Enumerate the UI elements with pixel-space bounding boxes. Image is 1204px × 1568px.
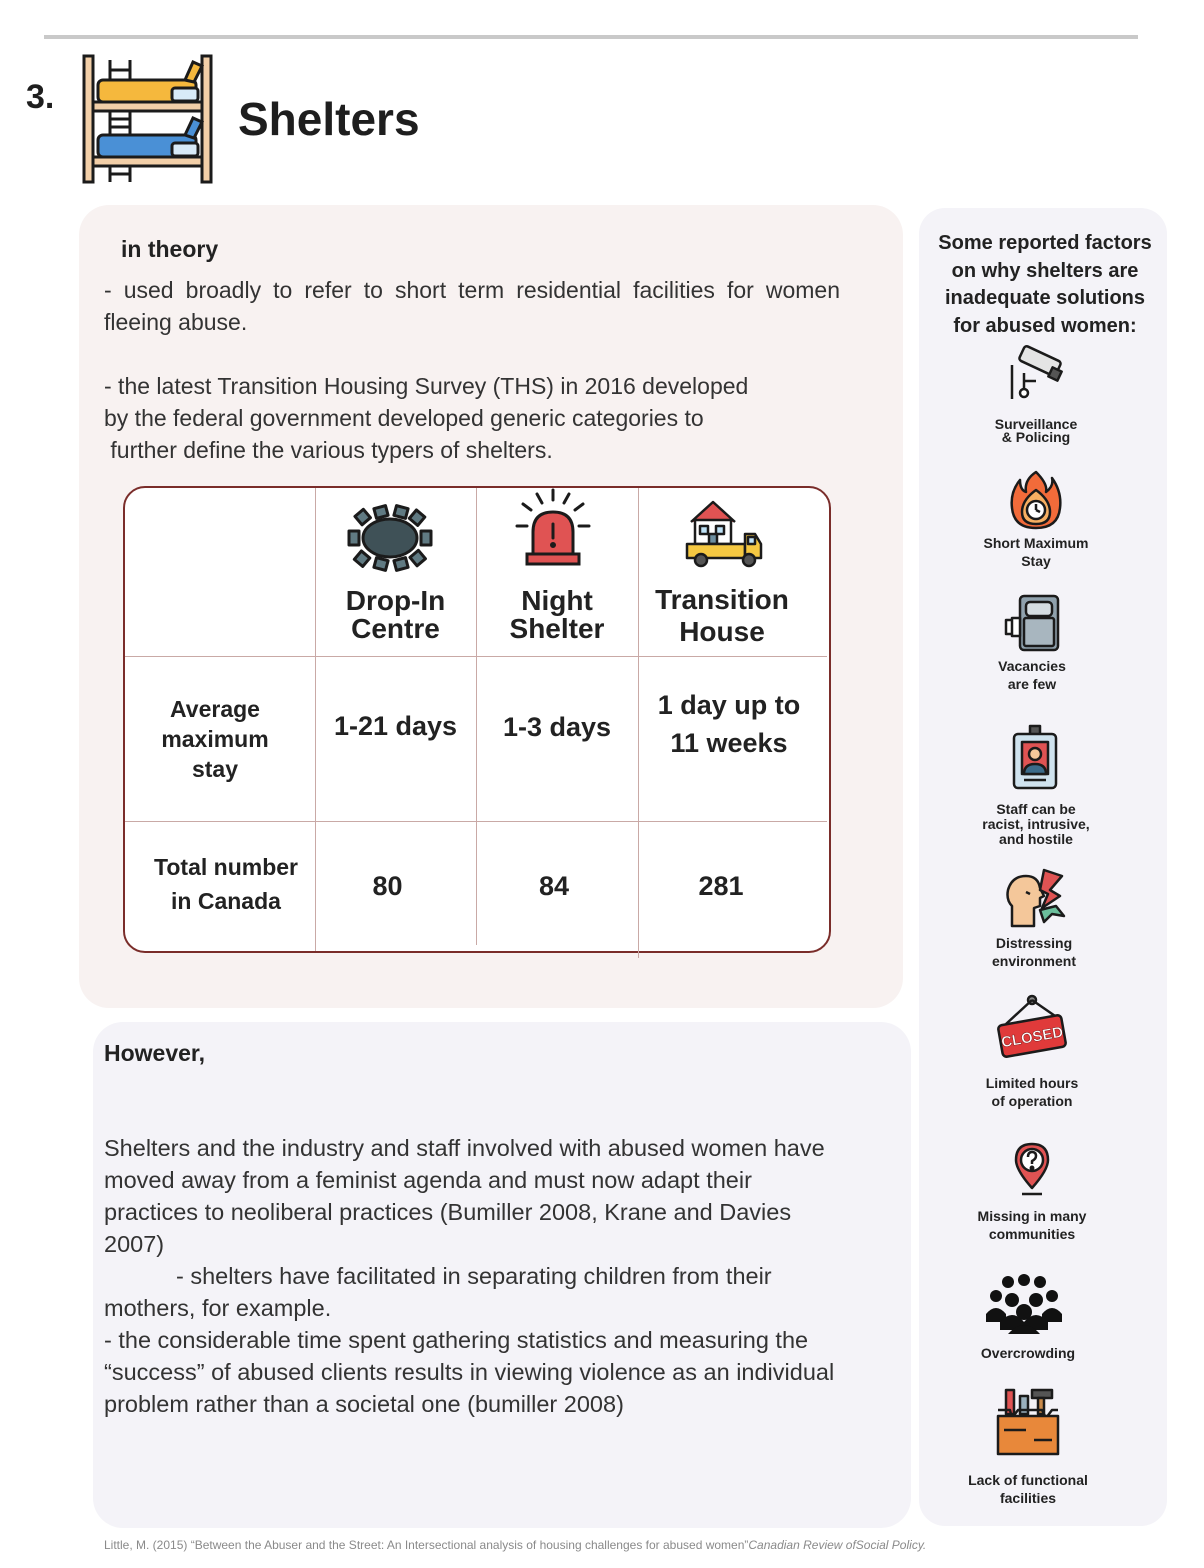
theory-paragraph-definition: - used broadly to refer to short term residential facilities for women fleeing abuse.	[104, 277, 840, 335]
alarm-siren-icon	[513, 488, 593, 570]
theory-paragraph-survey	[104, 370, 840, 466]
distressed-head-icon	[1004, 866, 1066, 928]
total-transition-house: 281	[698, 871, 744, 901]
however-paragraph-statistics: - the considerable time spent gathering statistics and measuring the “success” of abused clients results in viewing violence as an individual problem rather than a societal one (bumiller 2008)	[104, 1327, 835, 1417]
closed-sign-icon	[996, 994, 1068, 1066]
factor-missing-label: Missing in many communities	[977, 1208, 1087, 1242]
section-number: 3.	[26, 78, 55, 116]
burning-clock-icon	[1010, 470, 1062, 530]
factor-distressing-label: Distressing environment	[991, 935, 1076, 969]
column-header-night-shelter: Night Shelter	[509, 585, 605, 644]
total-night-shelter: 84	[538, 871, 570, 901]
factor-limited-hours-label: Limited hours of operation	[985, 1075, 1079, 1109]
total-drop-in-centre: 80	[372, 871, 403, 901]
page-title: Shelters	[238, 93, 420, 145]
citation-journal: Canadian Review ofSocial Policy.	[748, 1538, 927, 1552]
however-heading: However,	[104, 1040, 205, 1066]
toolbox-icon	[994, 1386, 1062, 1458]
citation-text: Little, M. (2015) “Between the Abuser and the Street: An Intersectional analysis of housing challenges for abused women”	[104, 1538, 749, 1552]
top-divider	[44, 35, 1138, 39]
bed-icon	[1004, 592, 1062, 654]
security-camera-icon	[1008, 345, 1064, 403]
theory-heading: in theory	[121, 236, 219, 262]
house-on-truck-icon	[683, 496, 763, 572]
factor-overcrowding-label: Overcrowding	[980, 1345, 1076, 1361]
citation	[104, 1538, 926, 1552]
column-header-transition-house: Transition House	[655, 584, 789, 647]
survey-line: - the latest Transition Housing Survey (THS) in 2016 developed	[104, 373, 749, 399]
stay-night-shelter: 1-3 days	[502, 712, 612, 742]
stay-drop-in-centre: 1-21 days	[333, 711, 458, 741]
however-paragraph-children: - shelters have facilitated in separating children from their mothers, for example.	[104, 1263, 772, 1321]
sidebar-heading: Some reported factors on why shelters are inadequate solutions for abused women:	[938, 232, 1152, 337]
however-paragraph-neoliberal: Shelters and the industry and staff involved with abused women have moved away from a feminist agenda and must now adapt their practices to neoliberal practices (Bumiller 2008, Krane and Davies 2007)	[104, 1135, 825, 1257]
factor-surveillance-label: Surveillance & Policing	[994, 416, 1078, 445]
row-header-average-maximum-stay: Average maximum stay	[161, 695, 269, 782]
stay-transition-house: 1 day up to 11 weeks	[657, 690, 801, 758]
location-question-icon	[1012, 1140, 1052, 1198]
staff-id-badge-icon	[1010, 724, 1060, 792]
bunk-bed-icon	[80, 52, 215, 186]
factor-short-stay-label: Short Maximum Stay	[983, 535, 1089, 569]
survey-line: by the federal government developed generic categories to	[104, 405, 704, 431]
closed-sign-text: CLOSED	[1000, 1023, 1065, 1052]
factor-vacancies-label: Vacancies are few	[998, 658, 1066, 692]
shelter-types-table	[123, 486, 831, 953]
crowd-icon	[986, 1274, 1062, 1334]
factor-facilities-label: Lack of functional facilities	[968, 1472, 1088, 1506]
survey-line: further define the various typers of shelters.	[104, 437, 553, 463]
column-header-drop-in-centre: Drop-In Centre	[345, 585, 446, 644]
round-table-icon	[347, 504, 433, 572]
row-header-total-number: Total number in Canada	[154, 854, 298, 914]
factor-staff-label: Staff can be racist, intrusive, and hostile	[982, 801, 1090, 847]
